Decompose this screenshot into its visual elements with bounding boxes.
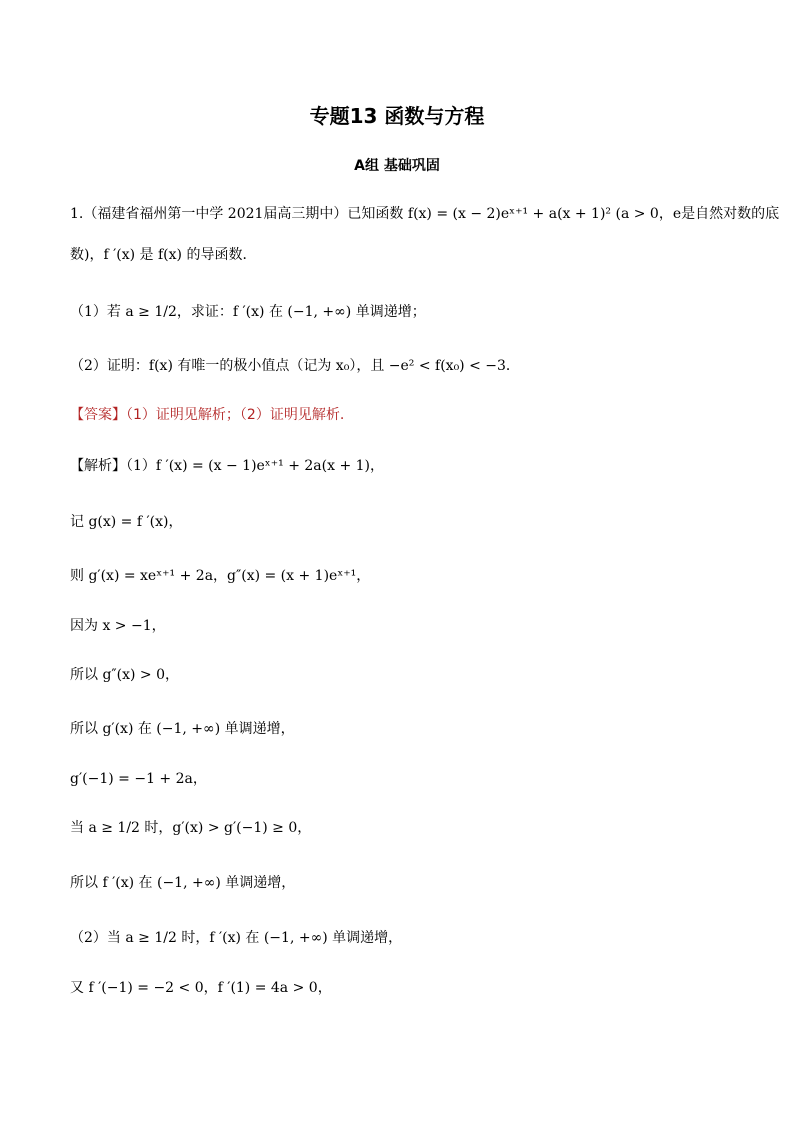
analysis-line-8: 当 a ≥ 1/2 时，g′(x) > g′(−1) ≥ 0， [70, 820, 312, 836]
problem-line-1: 1.（福建省福州第一中学 2021届高三期中）已知函数 f(x) = (x − 2)eˣ⁺¹ + a(x + 1)² (a > 0，e是自然对数的底 [70, 206, 780, 222]
problem-part-1: （1）若 a ≥ 1/2，求证：f ′(x) 在 (−1, +∞) 单调递增； [70, 304, 426, 320]
analysis-line-2: 记 g(x) = f ′(x)， [70, 514, 183, 530]
analysis-line-7: g′(−1) = −1 + 2a， [70, 771, 207, 787]
analysis-line-9: 所以 f ′(x) 在 (−1, +∞) 单调递增， [70, 875, 296, 891]
section-subtitle: A组 基础巩固 [354, 158, 440, 174]
analysis-line-10: （2）当 a ≥ 1/2 时，f ′(x) 在 (−1, +∞) 单调递增， [70, 930, 403, 946]
answer-line: 【答案】（1）证明见解析；（2）证明见解析. [70, 407, 345, 423]
analysis-line-5: 所以 g″(x) > 0， [70, 667, 179, 683]
analysis-line-6: 所以 g′(x) 在 (−1, +∞) 单调递增， [70, 721, 295, 737]
analysis-line-11: 又 f ′(−1) = −2 < 0，f ′(1) = 4a > 0， [70, 980, 332, 996]
page-title: 专题13 函数与方程 [309, 104, 485, 128]
analysis-line-4: 因为 x > −1， [70, 618, 166, 634]
problem-line-2: 数)，f ′(x) 是 f(x) 的导函数． [70, 247, 257, 263]
problem-part-2: （2）证明：f(x) 有唯一的极小值点（记为 x₀），且 −e² < f(x₀) < −3． [70, 358, 520, 374]
analysis-line-1: 【解析】（1）f ′(x) = (x − 1)eˣ⁺¹ + 2a(x + 1)， [70, 458, 384, 474]
analysis-line-3: 则 g′(x) = xeˣ⁺¹ + 2a，g″(x) = (x + 1)eˣ⁺¹， [70, 568, 371, 584]
